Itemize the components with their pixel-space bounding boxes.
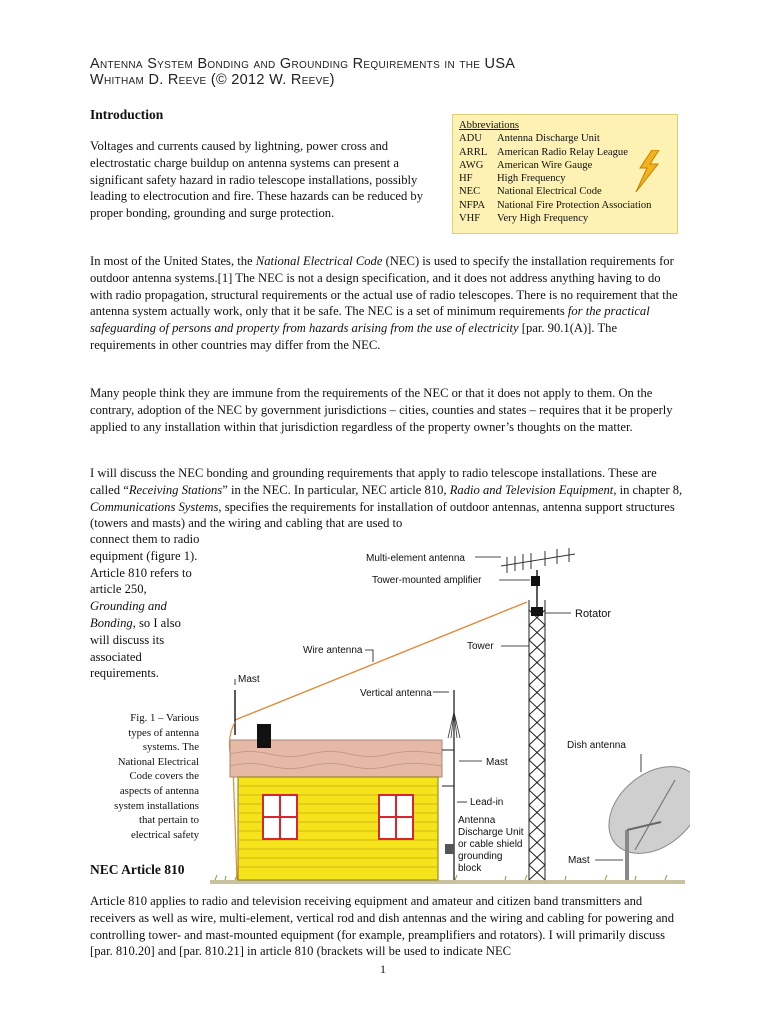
document-author: Whitham D. Reeve (© 2012 W. Reeve): [90, 72, 335, 88]
label-mast-top: Mast: [238, 674, 260, 685]
lightning-bolt-icon: [632, 150, 662, 192]
intro-paragraph-4: I will discuss the NEC bonding and grounding requirements that apply to radio telescope installations. These are called “Receiving Stations” in the NEC. In particular, NEC article 810, Radio and Television Equipment, in chapter 8, Communications Systems, specifies the requirements for installation of outdoor antennas, antenna support structures (towers and masts) and the wiring and cabling that are used to: [90, 466, 683, 531]
label-lead-in: Lead-in: [470, 797, 504, 808]
label-tower: Tower: [467, 641, 494, 652]
label-wire-antenna: Wire antenna: [303, 645, 363, 656]
ground-strip: [210, 880, 685, 884]
lattice-tower: [529, 600, 545, 880]
document-title: Antenna System Bonding and Grounding Requirements in the USA: [90, 56, 516, 72]
label-rotator: Rotator: [575, 608, 612, 620]
abbreviation-row: HF High Frequency: [459, 173, 566, 185]
label-adu-line-1: Antenna: [458, 815, 496, 826]
abbreviation-row: NFPA National Fire Protection Association: [459, 199, 652, 211]
label-mast-mid: Mast: [486, 757, 508, 768]
label-mast-dish: Mast: [568, 855, 590, 866]
antenna-systems-figure: [205, 540, 690, 892]
house-window-right: [379, 795, 413, 839]
abbreviation-row: NEC National Electrical Code: [459, 186, 602, 198]
chimney: [257, 724, 271, 748]
label-multi-element-antenna: Multi-element antenna: [366, 553, 465, 564]
label-adu-line-5: block: [458, 863, 482, 874]
tower-amplifier: [531, 576, 540, 586]
abbreviations-title: Abbreviations: [459, 120, 520, 131]
vertical-antenna-elements: [448, 712, 460, 738]
figure-caption: Fig. 1 – Various types of antenna systems. The National Electrical Code covers the aspects of antenna system installations that pertain to electrical safety: [114, 712, 199, 841]
intro-paragraph-4-continued: connect them to radio equipment (figure 1). Article 810 refers to article 250, Grounding and Bonding, so I also will discuss its associated requirements.: [90, 532, 200, 681]
abbreviation-row: VHF Very High Frequency: [459, 213, 589, 225]
intro-paragraph-3: Many people think they are immune from the requirements of the NEC or that it does not apply to them. On the contrary, adoption of the NEC by government jurisdictions – cities, counties and states – requires that it be properly applied to any installation within that jurisdiction regardless of the property owner’s thoughts on the matter.: [90, 386, 673, 434]
rotator-box: [531, 607, 543, 616]
abbreviation-row: ARRL American Radio Relay League: [459, 146, 628, 158]
label-vertical-antenna: Vertical antenna: [360, 688, 432, 699]
wire-antenna: [235, 602, 527, 720]
label-adu-line-4: grounding: [458, 851, 503, 862]
label-adu-line-3: or cable shield: [458, 839, 523, 850]
page-number: 1: [380, 962, 386, 976]
intro-paragraph-1: Voltages and currents caused by lightning, power cross and electrostatic charge buildup on antenna systems can present a significant safety hazard in radio telescope installations, possibly leading to electrocution and fire. These hazards can be reduced by proper bonding, grounding and surge protection.: [90, 139, 424, 221]
discharge-unit: [445, 844, 454, 854]
label-adu-line-2: Discharge Unit: [458, 827, 524, 838]
abbreviation-row: ADU Antenna Discharge Unit: [459, 133, 600, 145]
intro-paragraph-2: In most of the United States, the National Electrical Code (NEC) is used to specify the installation requirements for outdoor antenna systems.[1] The NEC is not a design specification, and it does not address anything having to do with radio propagation, structural requirements or the actual use of radio telescopes. There is no requirement that the antenna system actually work, only that it be safe. The NEC is a set of minimum requirements for the practical safeguarding of persons and property from hazards arising from the use of electricity [par. 90.1(A)]. The requirements in other countries may differ from the NEC.: [90, 254, 678, 352]
article-810-paragraph: Article 810 applies to radio and television receiving equipment and amateur and citizen band transmitters and receivers as well as wire, multi-element, vertical rod and dish antennas and the wiring and cabling for powering and controlling tower- and mast-mounted equipment (for example, preamplifiers and rotators). I will primarily discuss [par. 810.20] and [par. 810.21] in article 810 (brackets will be used to indicate NEC: [90, 894, 675, 959]
nec-article-810-heading: NEC Article 810: [90, 862, 185, 877]
yagi-antenna: [501, 548, 575, 573]
label-dish-antenna: Dish antenna: [567, 740, 626, 751]
house-window-left: [263, 795, 297, 839]
abbreviation-row: AWG American Wire Gauge: [459, 159, 593, 171]
introduction-heading: Introduction: [90, 107, 164, 122]
label-tower-amplifier: Tower-mounted amplifier: [372, 575, 482, 586]
